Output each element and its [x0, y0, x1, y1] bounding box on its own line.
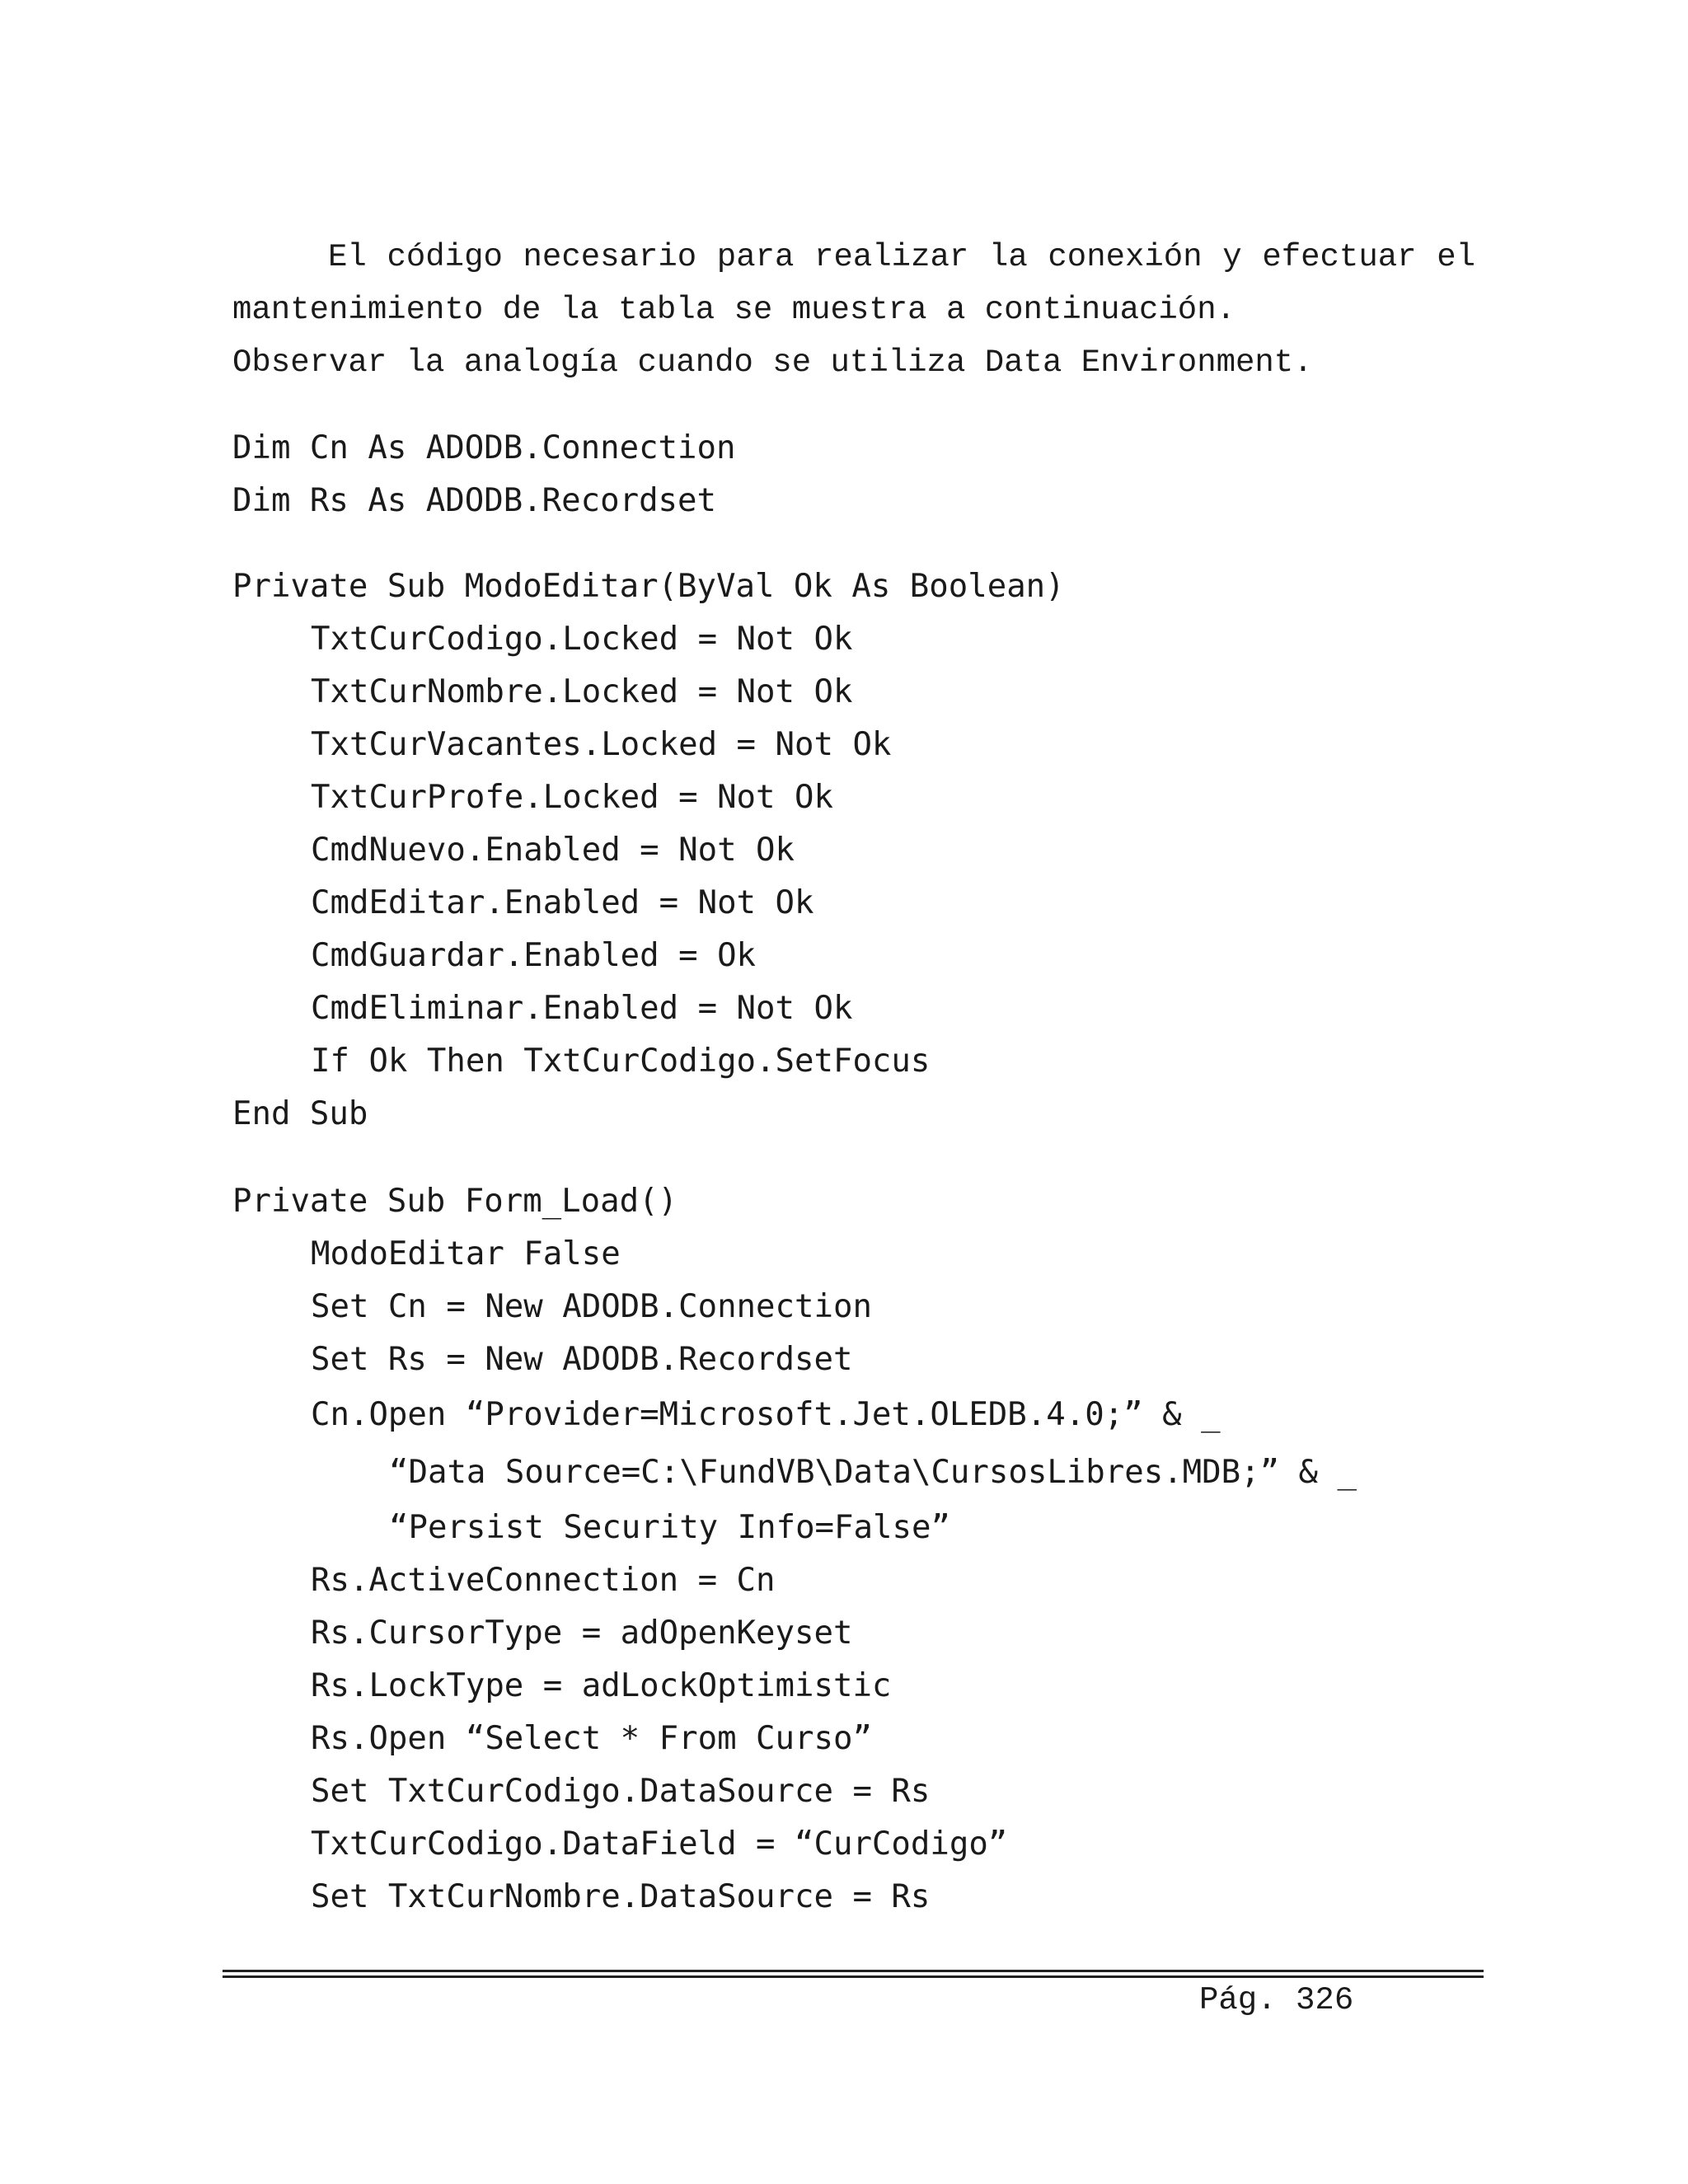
code-line: Set Rs = New ADODB.Recordset: [311, 1341, 853, 1378]
code-line: CmdNuevo.Enabled = Not Ok: [311, 832, 795, 869]
code-line: Dim Cn As ADODB.Connection: [232, 429, 736, 466]
code-line: If Ok Then TxtCurCodigo.SetFocus: [311, 1043, 931, 1080]
code-line: CmdGuardar.Enabled = Ok: [311, 937, 757, 974]
code-line: CmdEditar.Enabled = Not Ok: [311, 884, 814, 921]
code-line: “Data Source=C:\FundVB\Data\CursosLibres.MDB;” & _: [389, 1454, 1357, 1491]
code-line: Set TxtCurCodigo.DataSource = Rs: [311, 1773, 931, 1810]
code-line: “Persist Security Info=False”: [389, 1509, 950, 1546]
code-line: CmdEliminar.Enabled = Not Ok: [311, 990, 853, 1027]
code-line: TxtCurCodigo.Locked = Not Ok: [311, 621, 853, 658]
footer-rule-top: [223, 1970, 1484, 1972]
code-line: TxtCurProfe.Locked = Not Ok: [311, 779, 833, 816]
code-line: Rs.ActiveConnection = Cn: [311, 1562, 776, 1599]
code-line: End Sub: [232, 1095, 368, 1132]
code-line: TxtCurCodigo.DataField = “CurCodigo”: [311, 1825, 1008, 1863]
footer-rule-bottom: [223, 1975, 1484, 1978]
code-line: Rs.Open “Select * From Curso”: [311, 1720, 872, 1757]
intro-text: El código necesario para realizar la conexión y efectuar el mantenimiento de la tabla se muestra a continuación.: [232, 239, 1475, 328]
code-line: Dim Rs As ADODB.Recordset: [232, 482, 716, 519]
intro-text-observation: Observar la analogía cuando se utiliza Data Environment.: [232, 344, 1313, 381]
code-line: Rs.CursorType = adOpenKeyset: [311, 1615, 853, 1652]
code-line: TxtCurVacantes.Locked = Not Ok: [311, 726, 892, 763]
code-line: Private Sub ModoEditar(ByVal Ok As Boolean): [232, 568, 1065, 605]
page-number: Pág. 326: [1199, 1982, 1354, 2018]
code-line: Cn.Open “Provider=Microsoft.Jet.OLEDB.4.0;” & _: [311, 1396, 1221, 1433]
code-line: TxtCurNombre.Locked = Not Ok: [311, 673, 853, 710]
code-line: ModoEditar False: [311, 1235, 621, 1272]
code-declarations: [232, 422, 735, 527]
intro-paragraph: [232, 231, 1475, 389]
code-sub-modo-editar: [232, 560, 1065, 1141]
code-line: Set Cn = New ADODB.Connection: [311, 1288, 872, 1325]
code-line: Private Sub Form_Load(): [232, 1183, 678, 1220]
code-line: Rs.LockType = adLockOptimistic: [311, 1667, 892, 1704]
code-sub-form-load: [232, 1175, 1357, 1924]
code-line: Set TxtCurNombre.DataSource = Rs: [311, 1878, 931, 1915]
